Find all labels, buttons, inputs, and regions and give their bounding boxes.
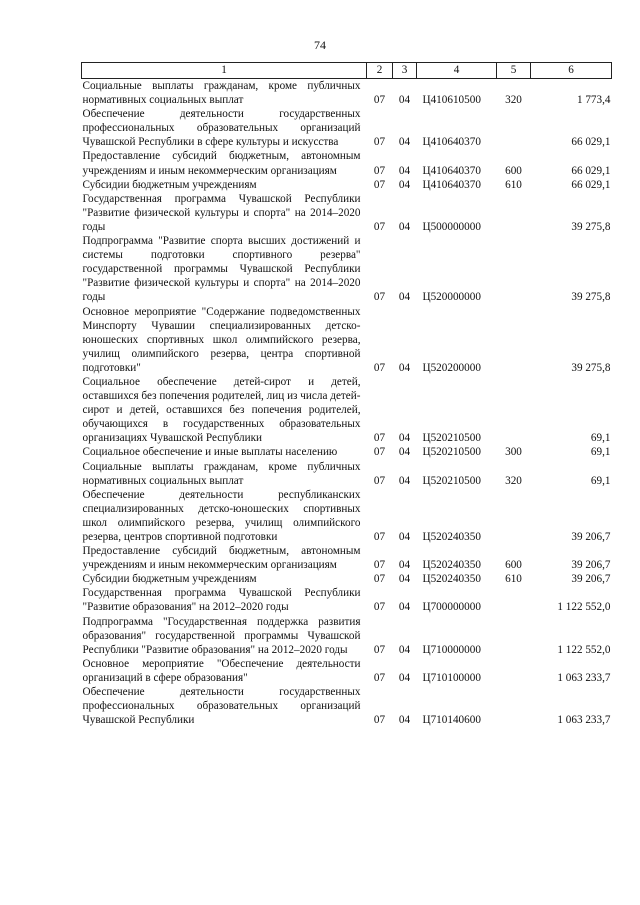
cell-target-article: Ц520210500	[422, 446, 481, 459]
cell-target-article: Ц500000000	[422, 220, 481, 233]
cell-name: Предоставление субсидий бюджетным, автономным учреждениям и иным некоммерческим организациям	[82, 150, 361, 177]
cell-target-article: Ц710100000	[422, 671, 481, 684]
cell-amount: 1 122 552,0	[557, 601, 611, 614]
column-header-target-article: 4	[417, 63, 497, 79]
cell-section: 07	[373, 291, 386, 304]
cell-name: Обеспечение деятельности государственных профессиональных образовательных организаций Чувашской Республики в сфере культуры и искусства	[82, 108, 361, 149]
cell-subsection: 04	[398, 714, 411, 727]
cell-section: 07	[373, 714, 386, 727]
cell-subsection: 04	[398, 178, 411, 191]
cell-amount: 39 275,8	[571, 291, 611, 304]
table-row	[82, 488, 612, 544]
cell-expense-type	[497, 488, 531, 544]
cell-amount: 69,1	[590, 474, 611, 487]
cell-expense-type	[497, 685, 531, 727]
cell-section: 07	[373, 361, 386, 374]
cell-expense-type: 610	[505, 178, 522, 191]
cell-section: 07	[373, 178, 386, 191]
cell-target-article: Ц710000000	[422, 643, 481, 656]
cell-amount: 39 206,7	[571, 531, 611, 543]
cell-name: Социальные выплаты гражданам, кроме публичных нормативных социальных выплат	[82, 460, 361, 487]
table-row	[82, 460, 612, 488]
cell-section: 07	[373, 643, 386, 656]
cell-expense-type: 600	[505, 559, 522, 572]
cell-target-article: Ц520240350	[422, 531, 481, 543]
budget-table	[81, 62, 612, 727]
cell-name: Подпрограмма "Развитие спорта высших достижений и системы подготовки спортивного резерва" государственной программы Чувашской Республики "Развитие физической культуры и спорта" на 2014–2020 годы	[82, 235, 361, 304]
column-header-subsection: 3	[393, 63, 417, 79]
cell-subsection: 04	[398, 671, 411, 684]
cell-section: 07	[373, 432, 386, 445]
cell-subsection: 04	[398, 432, 411, 445]
cell-section: 07	[373, 671, 386, 684]
table-header-row	[82, 63, 612, 79]
cell-section: 07	[373, 531, 386, 543]
cell-target-article: Ц410640370	[422, 178, 481, 191]
table-row	[82, 178, 612, 192]
cell-amount: 1 063 233,7	[557, 671, 611, 684]
table-row	[82, 79, 612, 108]
table-row	[82, 192, 612, 234]
cell-expense-type	[497, 375, 531, 445]
cell-amount: 1 122 552,0	[557, 643, 611, 656]
cell-amount: 66 029,1	[571, 178, 611, 191]
table-row	[82, 544, 612, 572]
cell-subsection: 04	[398, 220, 411, 233]
cell-name: Обеспечение деятельности государственных профессиональных образовательных организаций Чувашской Республики	[82, 686, 361, 727]
table-row	[82, 375, 612, 445]
column-header-name: 1	[82, 63, 367, 79]
table-row	[82, 615, 612, 657]
column-header-section: 2	[367, 63, 393, 79]
cell-expense-type	[497, 305, 531, 375]
cell-subsection: 04	[398, 136, 411, 149]
cell-expense-type: 300	[505, 446, 522, 459]
page-number: 74	[314, 38, 326, 52]
cell-name: Основное мероприятие "Обеспечение деятельности организаций в сфере образования"	[82, 657, 361, 684]
cell-section: 07	[373, 573, 386, 586]
cell-section: 07	[373, 136, 386, 149]
cell-target-article: Ц520000000	[422, 291, 481, 304]
cell-name: Обеспечение деятельности республиканских специализированных детско-юношеских спортивных школ олимпийского резерва, училищ олимпийского резерва, центров спортивной подготовки	[82, 488, 361, 543]
cell-target-article: Ц700000000	[422, 601, 481, 614]
cell-name: Государственная программа Чувашской Республики "Развитие физической культуры и спорта" на 2014–2020 годы	[82, 192, 361, 233]
column-header-expense-type: 5	[497, 63, 531, 79]
table-row	[82, 149, 612, 177]
cell-amount: 39 206,7	[571, 559, 611, 572]
cell-target-article: Ц520210500	[422, 432, 481, 445]
cell-name: Предоставление субсидий бюджетным, автономным учреждениям и иным некоммерческим организациям	[82, 545, 361, 572]
cell-amount: 39 275,8	[571, 220, 611, 233]
cell-amount: 39 206,7	[571, 573, 611, 586]
cell-expense-type	[497, 234, 531, 304]
table-row	[82, 572, 612, 586]
cell-section: 07	[373, 474, 386, 487]
table-row	[82, 586, 612, 614]
cell-section: 07	[373, 559, 386, 572]
cell-expense-type: 320	[505, 474, 522, 487]
cell-target-article: Ц520240350	[422, 559, 481, 572]
cell-target-article: Ц520240350	[422, 573, 481, 586]
cell-target-article: Ц410640370	[422, 164, 481, 177]
cell-subsection: 04	[398, 531, 411, 543]
cell-target-article: Ц410640370	[422, 136, 481, 149]
cell-expense-type	[497, 107, 531, 149]
table-row	[82, 685, 612, 727]
cell-subsection: 04	[398, 474, 411, 487]
cell-name: Подпрограмма "Государственная поддержка развития образования" государственной программы Чувашской Республики "Развитие образования" на 2012–2020 годы	[82, 615, 361, 656]
cell-section: 07	[373, 601, 386, 614]
cell-section: 07	[373, 446, 386, 459]
cell-expense-type: 320	[505, 94, 522, 107]
cell-expense-type	[497, 657, 531, 685]
table-row	[82, 107, 612, 149]
cell-subsection: 04	[398, 559, 411, 572]
cell-target-article: Ц520200000	[422, 361, 481, 374]
cell-amount: 66 029,1	[571, 164, 611, 177]
cell-amount: 1 063 233,7	[557, 714, 611, 727]
cell-subsection: 04	[398, 94, 411, 107]
cell-name: Основное мероприятие "Содержание подведомственных Минспорту Чувашии специализированных детско-юношеских спортивных школ олимпийского резерва, училищ олимпийского резерва, центра спортивной подготовки"	[82, 305, 361, 374]
column-header-amount: 6	[531, 63, 612, 79]
cell-subsection: 04	[398, 291, 411, 304]
cell-subsection: 04	[398, 164, 411, 177]
cell-name: Субсидии бюджетным учреждениям	[82, 178, 257, 191]
cell-name: Государственная программа Чувашской Республики "Развитие образования" на 2012–2020 годы	[82, 587, 361, 614]
cell-expense-type	[497, 586, 531, 614]
cell-name: Субсидии бюджетным учреждениям	[82, 573, 257, 586]
cell-target-article: Ц710140600	[422, 714, 481, 727]
cell-amount: 66 029,1	[571, 136, 611, 149]
cell-amount: 69,1	[590, 432, 611, 445]
cell-amount: 69,1	[590, 446, 611, 459]
cell-subsection: 04	[398, 643, 411, 656]
cell-target-article: Ц410610500	[422, 94, 481, 107]
table-row	[82, 234, 612, 304]
cell-subsection: 04	[398, 573, 411, 586]
cell-section: 07	[373, 220, 386, 233]
cell-expense-type	[497, 615, 531, 657]
cell-expense-type: 600	[505, 164, 522, 177]
cell-target-article: Ц520210500	[422, 474, 481, 487]
cell-expense-type	[497, 192, 531, 234]
cell-section: 07	[373, 164, 386, 177]
table-row	[82, 657, 612, 685]
table-row	[82, 445, 612, 459]
cell-expense-type: 610	[505, 573, 522, 586]
table-row	[82, 305, 612, 375]
cell-amount: 39 275,8	[571, 361, 611, 374]
cell-section: 07	[373, 94, 386, 107]
cell-subsection: 04	[398, 601, 411, 614]
cell-subsection: 04	[398, 361, 411, 374]
cell-amount: 1 773,4	[576, 94, 611, 107]
cell-name: Социальные выплаты гражданам, кроме публичных нормативных социальных выплат	[82, 80, 361, 107]
cell-name: Социальное обеспечение и иные выплаты населению	[82, 446, 338, 459]
cell-name: Социальное обеспечение детей-сирот и детей, оставшихся без попечения родителей, лиц из числа детей-сирот и детей, оставшихся без попечения родителей, обучающихся в государственных образовательных организациях Чувашской Республики	[82, 375, 361, 445]
cell-subsection: 04	[398, 446, 411, 459]
